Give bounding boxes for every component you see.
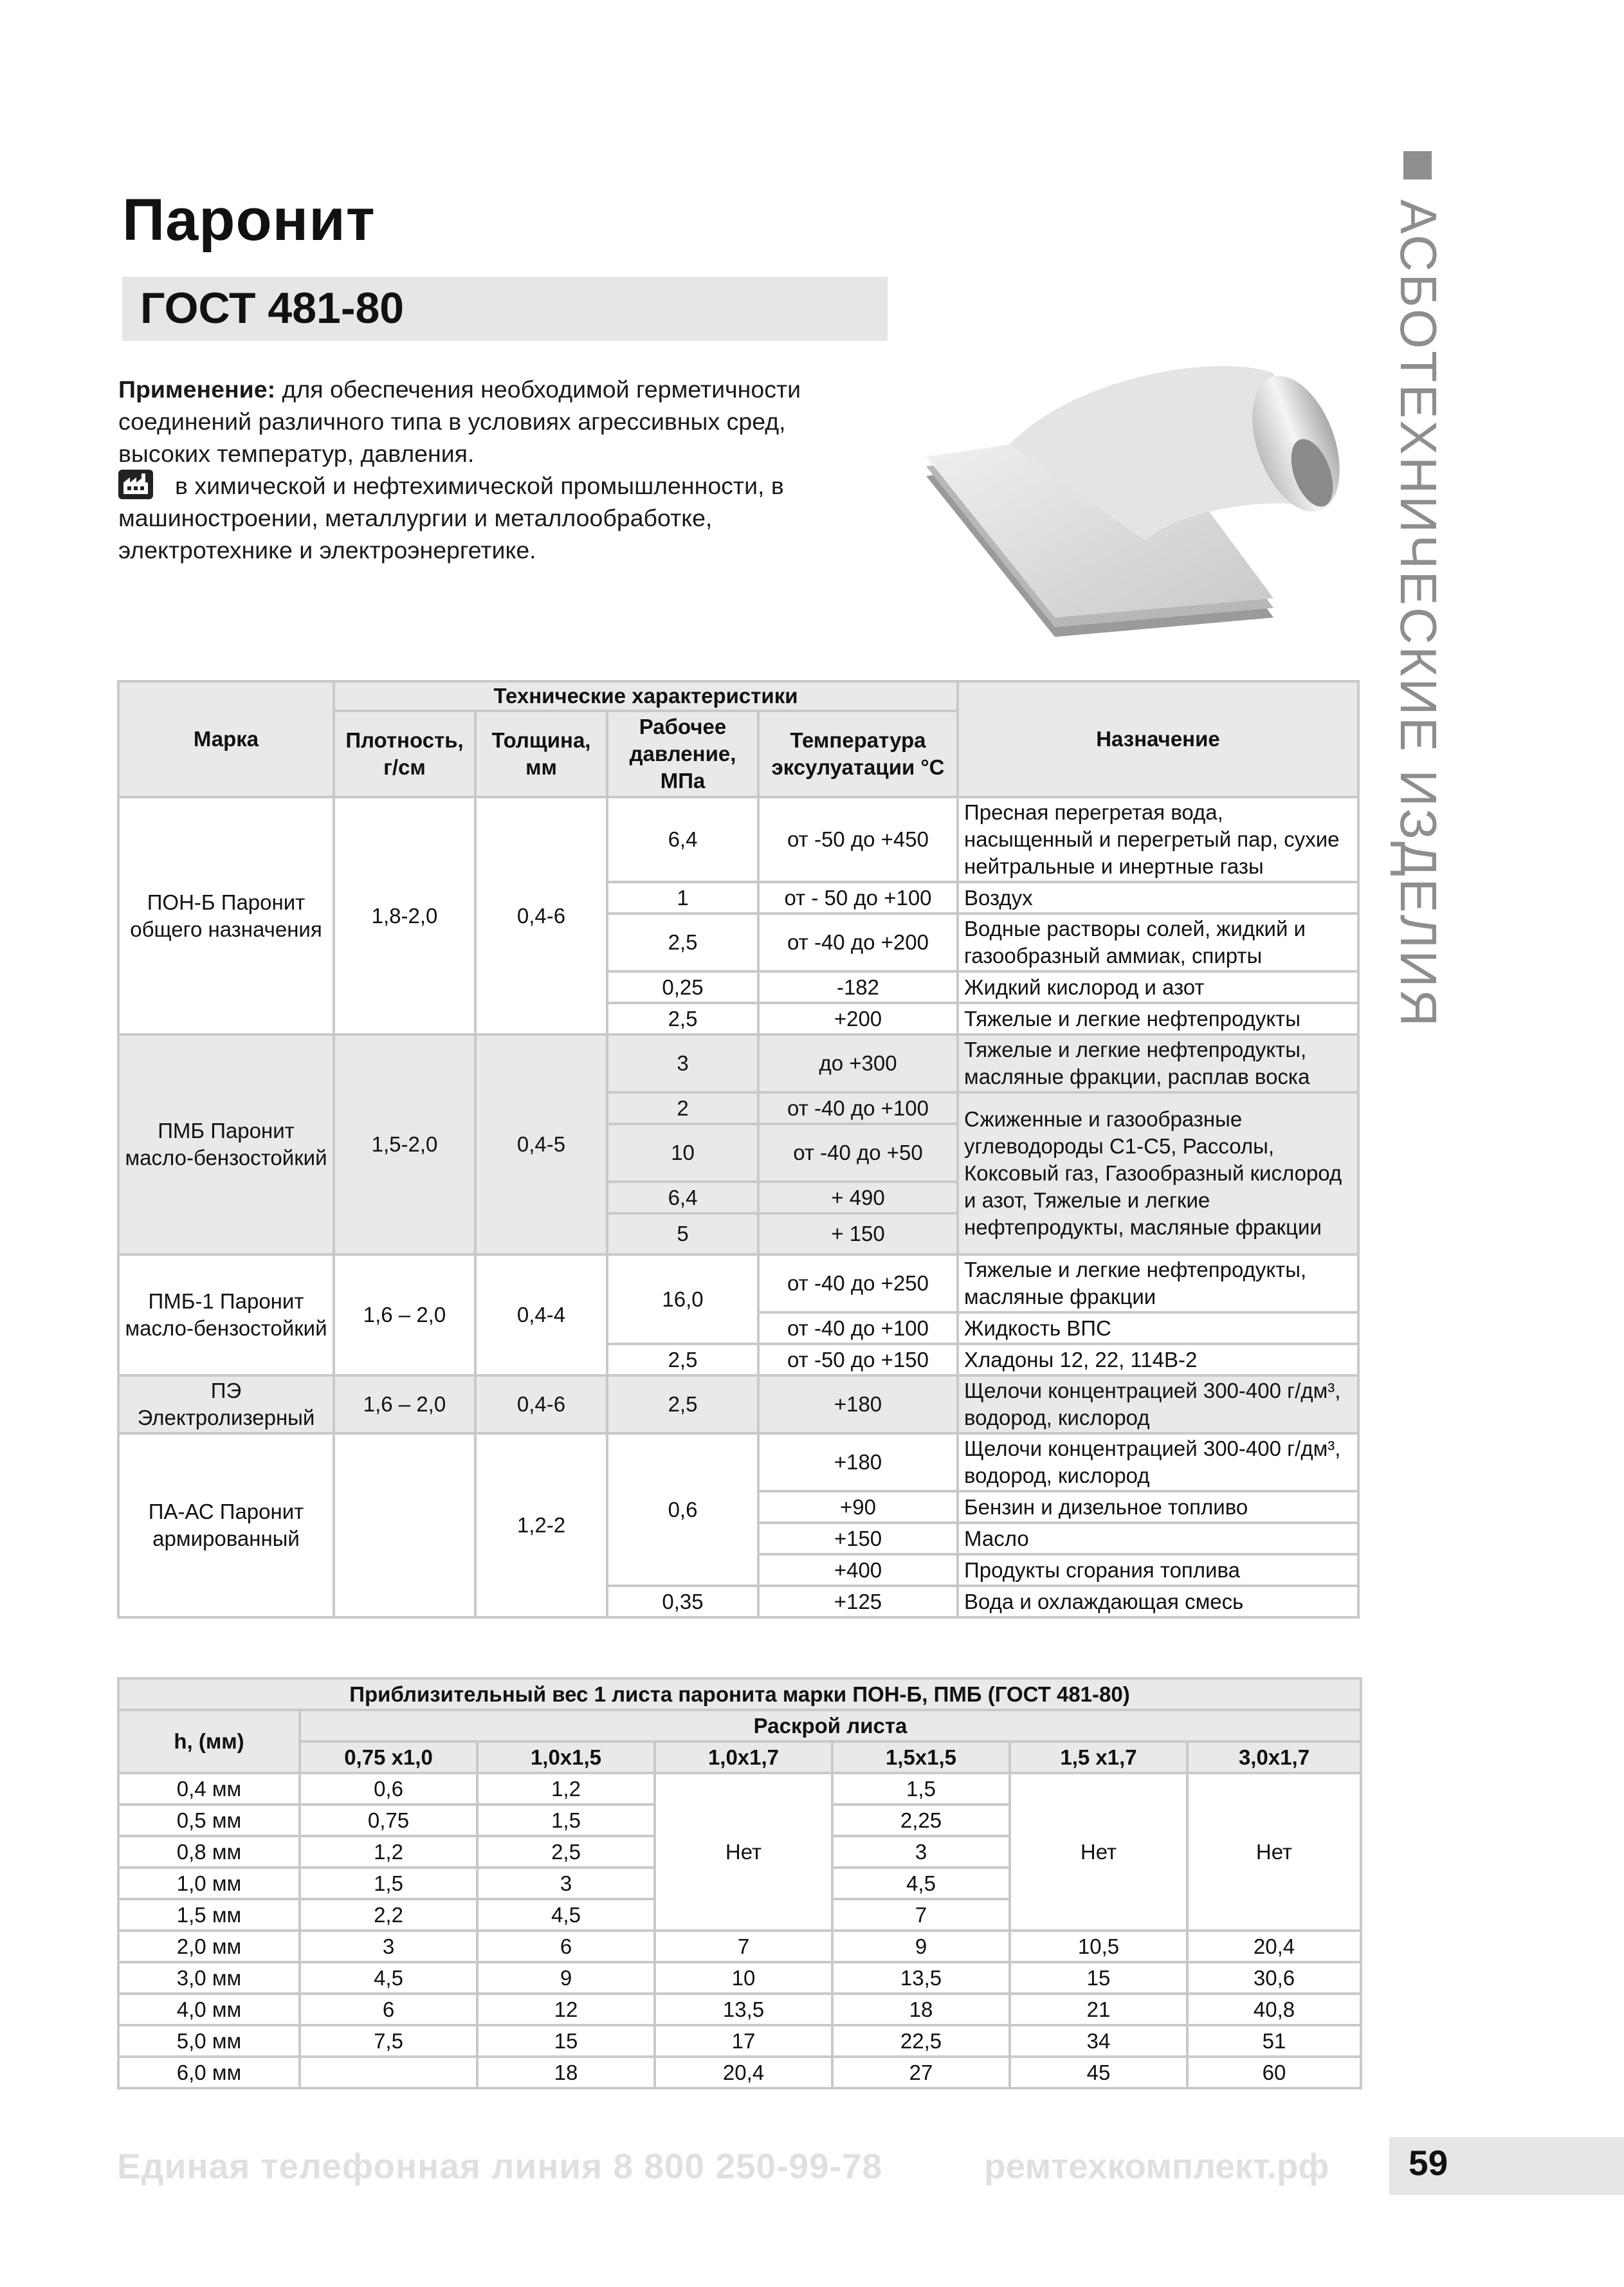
cell-weight: 17 (655, 2025, 832, 2057)
col-size: 0,75 x1,0 (300, 1741, 477, 1773)
sheet-weight-table (117, 1677, 1362, 2090)
cell-temp: +180 (758, 1375, 958, 1433)
cell-weight: 12 (477, 1994, 655, 2025)
cell-pressure: 3 (607, 1034, 758, 1092)
col-pressure: Рабочее давление, МПа (607, 711, 758, 797)
cell-weight: 6 (477, 1931, 655, 1962)
table-row (118, 797, 1358, 882)
cell-pressure: 6,4 (607, 797, 758, 882)
cell-weight: 4,5 (832, 1868, 1010, 1899)
cell-temp: от -40 до +250 (758, 1254, 958, 1312)
cell-pressure: 6,4 (607, 1182, 758, 1213)
cell-h: 0,5 мм (118, 1805, 300, 1836)
cell-weight (300, 2057, 477, 2088)
cell-weight: 7 (832, 1899, 1010, 1931)
cell-temp: от - 50 до +100 (758, 882, 958, 914)
col-size: 1,0x1,7 (655, 1741, 832, 1773)
application-label: Применение: (118, 376, 276, 403)
cell-weight: 60 (1187, 2057, 1361, 2088)
gost-label: ГОСТ 481-80 (140, 284, 405, 333)
col-size: 1,5 x1,7 (1010, 1741, 1187, 1773)
table-header-row (118, 1678, 1361, 1710)
cell-temp: от -40 до +200 (758, 914, 958, 971)
section-side-title: АСБОТЕХНИЧЕСКИЕ ИЗДЕЛИЯ (1390, 199, 1447, 1029)
page-title: Паронит (122, 187, 376, 253)
cell-weight: 18 (832, 1994, 1010, 2025)
cell-pressure: 0,25 (607, 971, 758, 1003)
col-size: 1,5x1,5 (832, 1741, 1010, 1773)
cell-purpose: Жидкость ВПС (958, 1312, 1358, 1344)
cell-purpose: Масло (958, 1523, 1358, 1554)
cell-weight: 1,2 (477, 1773, 655, 1805)
table-row (118, 2057, 1361, 2088)
table-row (118, 1931, 1361, 1962)
factory-icon (118, 470, 153, 499)
cell-purpose: Сжиженные и газообразные углеводороды С1-С5, Рассолы, Коксовый газ, Газообразный кислород и азот, Тяжелые и легкие нефтепродукты, масляные фракции (958, 1092, 1358, 1254)
cell-purpose: Тяжелые и легкие нефтепродукты, масляные фракции (958, 1254, 1358, 1312)
col-density: Плотность, г/см (334, 711, 475, 797)
col-cut: Раскрой листа (300, 1710, 1361, 1741)
cell-purpose: Продукты сгорания топлива (958, 1554, 1358, 1586)
table-header-row (118, 1710, 1361, 1741)
col-temperature: Температура эксулуатации °С (758, 711, 958, 797)
application-desc: для обеспечения необходимой герметичности соединений различного типа в условиях агрессивных сред, высоких температур, давления. (118, 376, 801, 467)
cell-purpose: Жидкий кислород и азот (958, 971, 1358, 1003)
cell-weight: 1,5 (477, 1805, 655, 1836)
cell-pressure: 2,5 (607, 1003, 758, 1034)
cell-weight: 2,25 (832, 1805, 1010, 1836)
cell-weight: 10,5 (1010, 1931, 1187, 1962)
cell-weight: 1,5 (832, 1773, 1010, 1805)
industry-desc: в химической и нефтехимической промышленности, в машиностроении, металлургии и металлообработке, электротехнике и электроэнергетике. (118, 472, 784, 564)
cell-purpose: Щелочи концентрацией 300-400 г/дм³, водород, кислород (958, 1375, 1358, 1433)
cell-weight: 22,5 (832, 2025, 1010, 2057)
col-thickness: Толщина, мм (475, 711, 607, 797)
cell-temp: от -40 до +50 (758, 1124, 958, 1182)
col-h: h, (мм) (118, 1710, 300, 1773)
cell-marka: ПМБ Паронит масло-бензостойкий (118, 1034, 334, 1254)
cell-temp: до +300 (758, 1034, 958, 1092)
footer-site: ремтехкомплект.рф (984, 2146, 1329, 2186)
cell-weight: 51 (1187, 2025, 1361, 2057)
table-row (118, 1375, 1358, 1433)
cell-purpose: Хладоны 12, 22, 114В-2 (958, 1344, 1358, 1375)
page-number: 59 (1409, 2143, 1448, 2183)
cell-temp: +90 (758, 1491, 958, 1523)
cell-pressure: 0,6 (607, 1433, 758, 1586)
cell-weight: 21 (1010, 1994, 1187, 2025)
cell-thickness: 1,2-2 (475, 1433, 607, 1617)
cell-h: 1,5 мм (118, 1899, 300, 1931)
cell-temp: +200 (758, 1003, 958, 1034)
cell-h: 6,0 мм (118, 2057, 300, 2088)
table-row (118, 2025, 1361, 2057)
cell-weight: 2,5 (477, 1836, 655, 1868)
cell-weight: 1,2 (300, 1836, 477, 1868)
cell-density: 1,8-2,0 (334, 797, 475, 1034)
cell-h: 1,0 мм (118, 1868, 300, 1899)
cell-density: 1,6 – 2,0 (334, 1254, 475, 1375)
cell-weight: 6 (300, 1994, 477, 2025)
cell-weight: 9 (832, 1931, 1010, 1962)
cell-none: Нет (655, 1773, 832, 1931)
cell-temp: от -50 до +150 (758, 1344, 958, 1375)
cell-temp: от -50 до +450 (758, 797, 958, 882)
cell-temp: +180 (758, 1433, 958, 1491)
col-size: 1,0x1,5 (477, 1741, 655, 1773)
cell-density: 1,5-2,0 (334, 1034, 475, 1254)
cell-thickness: 0,4-5 (475, 1034, 607, 1254)
cell-thickness: 0,4-6 (475, 1375, 607, 1433)
cell-purpose: Воздух (958, 882, 1358, 914)
cell-weight: 3 (832, 1836, 1010, 1868)
cell-h: 0,4 мм (118, 1773, 300, 1805)
col-tech: Технические характеристики (334, 681, 958, 711)
industry-text (118, 470, 832, 566)
cell-weight: 30,6 (1187, 1962, 1361, 1994)
cell-pressure: 2,5 (607, 1344, 758, 1375)
cell-purpose: Пресная перегретая вода, насыщенный и перегретый пар, сухие нейтральные и инертные газы (958, 797, 1358, 882)
footer-phone-line: Единая телефонная линия 8 800 250-99-78 (117, 2146, 883, 2186)
cell-h: 4,0 мм (118, 1994, 300, 2025)
cell-weight: 34 (1010, 2025, 1187, 2057)
cell-h: 0,8 мм (118, 1836, 300, 1868)
cell-weight: 15 (1010, 1962, 1187, 1994)
weight-table-title: Приблизительный вес 1 листа паронита марки ПОН-Б, ПМБ (ГОСТ 481-80) (118, 1678, 1361, 1710)
cell-weight: 18 (477, 2057, 655, 2088)
cell-density (334, 1433, 475, 1617)
cell-weight: 20,4 (1187, 1931, 1361, 1962)
cell-h: 3,0 мм (118, 1962, 300, 1994)
table-header-row (118, 681, 1358, 711)
table-row (118, 1034, 1358, 1092)
cell-weight: 10 (655, 1962, 832, 1994)
cell-pressure: 0,35 (607, 1586, 758, 1617)
cell-weight: 4,5 (300, 1962, 477, 1994)
cell-weight: 0,75 (300, 1805, 477, 1836)
cell-weight: 20,4 (655, 2057, 832, 2088)
cell-pressure: 16,0 (607, 1254, 758, 1344)
cell-weight: 3 (300, 1931, 477, 1962)
cell-none: Нет (1010, 1773, 1187, 1931)
side-marker (1403, 151, 1432, 179)
cell-weight: 15 (477, 2025, 655, 2057)
cell-pressure: 1 (607, 882, 758, 914)
cell-pressure: 5 (607, 1213, 758, 1254)
cell-weight: 0,6 (300, 1773, 477, 1805)
cell-purpose: Водные растворы солей, жидкий и газообразный аммиак, спирты (958, 914, 1358, 971)
table-row (118, 1994, 1361, 2025)
cell-pressure: 10 (607, 1124, 758, 1182)
cell-weight: 13,5 (655, 1994, 832, 2025)
table-row (118, 1433, 1358, 1491)
cell-temp: +125 (758, 1586, 958, 1617)
cell-temp: +150 (758, 1523, 958, 1554)
cell-weight: 7,5 (300, 2025, 477, 2057)
cell-weight: 3 (477, 1868, 655, 1899)
cell-density: 1,6 – 2,0 (334, 1375, 475, 1433)
cell-weight: 4,5 (477, 1899, 655, 1931)
cell-marka: ПЭ Электролизерный (118, 1375, 334, 1433)
table-row (118, 1773, 1361, 1805)
cell-marka: ПА-АС Паронит армированный (118, 1433, 334, 1617)
table-row (118, 1254, 1358, 1312)
cell-temp: +400 (758, 1554, 958, 1586)
table-row (118, 1962, 1361, 1994)
cell-pressure: 2,5 (607, 914, 758, 971)
application-text (118, 373, 839, 470)
cell-purpose: Бензин и дизельное топливо (958, 1491, 1358, 1523)
cell-weight: 9 (477, 1962, 655, 1994)
cell-h: 5,0 мм (118, 2025, 300, 2057)
cell-purpose: Тяжелые и легкие нефтепродукты, масляные фракции, расплав воска (958, 1034, 1358, 1092)
cell-temp: -182 (758, 971, 958, 1003)
tech-spec-table (117, 680, 1360, 1619)
cell-thickness: 0,4-6 (475, 797, 607, 1034)
cell-temp: + 490 (758, 1182, 958, 1213)
cell-weight: 27 (832, 2057, 1010, 2088)
cell-weight: 7 (655, 1931, 832, 1962)
cell-weight: 13,5 (832, 1962, 1010, 1994)
cell-h: 2,0 мм (118, 1931, 300, 1962)
cell-weight: 1,5 (300, 1868, 477, 1899)
cell-marka: ПМБ-1 Паронит масло-бензостойкий (118, 1254, 334, 1375)
cell-weight: 2,2 (300, 1899, 477, 1931)
col-size: 3,0x1,7 (1187, 1741, 1361, 1773)
cell-temp: от -40 до +100 (758, 1092, 958, 1124)
paronite-sheet-image (913, 347, 1364, 643)
cell-purpose: Тяжелые и легкие нефтепродукты (958, 1003, 1358, 1034)
cell-marka: ПОН-Б Паронит общего назначения (118, 797, 334, 1034)
cell-weight: 40,8 (1187, 1994, 1361, 2025)
cell-temp: от -40 до +100 (758, 1312, 958, 1344)
cell-purpose: Вода и охлаждающая смесь (958, 1586, 1358, 1617)
col-purpose: Назначение (958, 681, 1358, 797)
cell-temp: + 150 (758, 1213, 958, 1254)
cell-pressure: 2,5 (607, 1375, 758, 1433)
cell-none: Нет (1187, 1773, 1361, 1931)
table-header-row (118, 1741, 1361, 1773)
cell-purpose: Щелочи концентрацией 300-400 г/дм³, водород, кислород (958, 1433, 1358, 1491)
cell-weight: 45 (1010, 2057, 1187, 2088)
cell-pressure: 2 (607, 1092, 758, 1124)
cell-thickness: 0,4-4 (475, 1254, 607, 1375)
col-marka: Марка (118, 681, 334, 797)
